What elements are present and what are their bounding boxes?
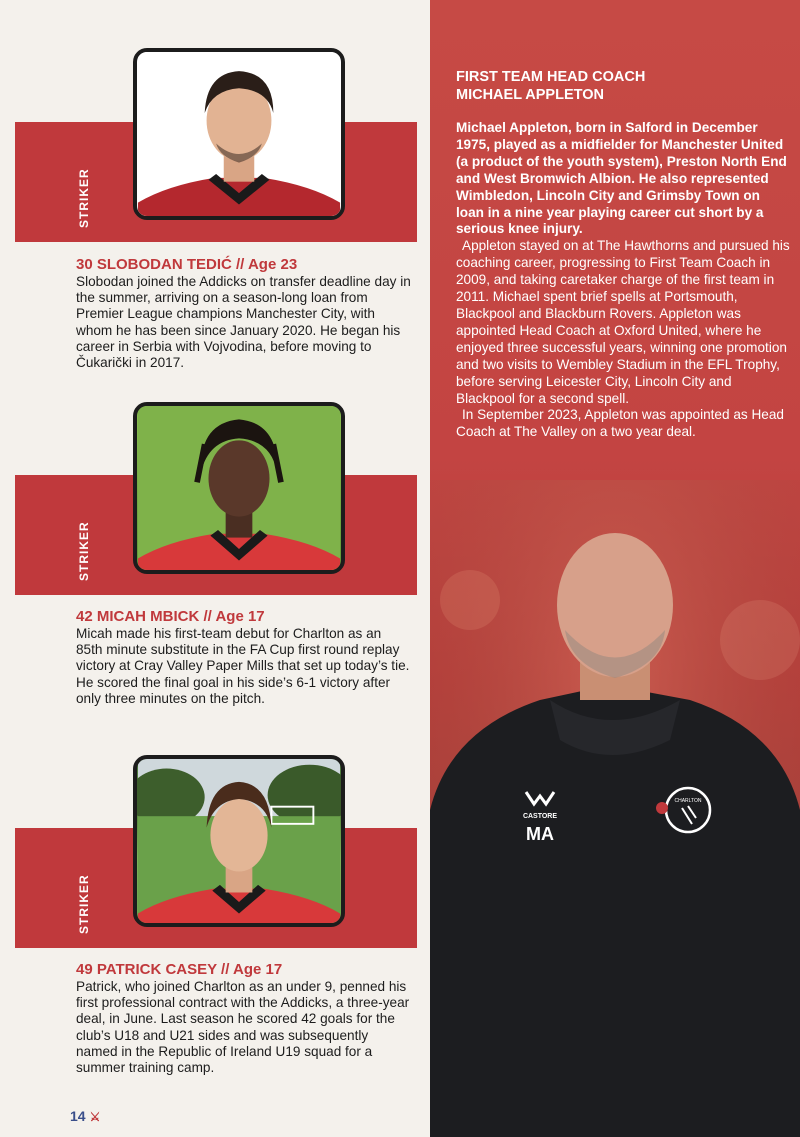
coach-column bbox=[430, 0, 800, 1137]
player-title: 49 PATRICK CASEY // Age 17 bbox=[76, 961, 283, 978]
player-photo-mbick bbox=[133, 402, 345, 574]
player-bio: Slobodan joined the Addicks on transfer deadline day in the summer, arriving on a season-long loan from Premier League champions Manchester City, with whom he has been since January 2020. He began his career in Serbia with Vojvodina, before moving to Čukarički in 2017. bbox=[76, 274, 411, 371]
position-label: STRIKER bbox=[77, 874, 91, 934]
player-photo-casey bbox=[133, 755, 345, 927]
page-number: 14 bbox=[70, 1108, 86, 1124]
position-label: STRIKER bbox=[77, 521, 91, 581]
player-photo-tedic bbox=[133, 48, 345, 220]
club-sword-icon: ⚔ bbox=[89, 1110, 101, 1124]
coach-photo bbox=[430, 480, 800, 1137]
coach-heading-name: MICHAEL APPLETON bbox=[456, 87, 604, 103]
charlton-crest-icon bbox=[666, 788, 710, 832]
player-portrait-icon bbox=[137, 52, 341, 216]
jacket-initials: MA bbox=[526, 824, 554, 844]
crest-text: CHARLTON bbox=[674, 798, 702, 804]
coach-heading-role: FIRST TEAM HEAD COACH bbox=[456, 69, 646, 85]
coach-bio-paragraph: Michael Appleton, born in Salford in December 1975, played as a midfielder for Manchester United (a product of the youth system), Preston North End and West Bromwich Albion. He also represented Wimbledon, Lincoln City and Grimsby Town on loan in a nine year playing career cut short by a serious knee injury. bbox=[456, 120, 787, 237]
coach-bio-paragraph: In September 2023, Appleton was appointed as Head Coach at The Valley on a two year deal. bbox=[456, 407, 784, 440]
position-label: STRIKER bbox=[77, 168, 91, 228]
player-bio: Micah made his first-team debut for Charlton as an 85th minute substitute in the FA Cup first round replay victory at Cray Valley Paper Mills that set up today’s tie. He scored the final goal in his side’s 6-1 victory after only three minutes on the pitch. bbox=[76, 626, 410, 706]
player-title: 30 SLOBODAN TEDIĆ // Age 23 bbox=[76, 256, 298, 273]
jacket-brand: CASTORE bbox=[522, 813, 558, 820]
player-bio: Patrick, who joined Charlton as an under 9, penned his first professional contract with the Addicks, a three-year deal, in June. Last season he scored 42 goals for the club’s U18 and U21 sides and was subsequently named in the Republic of Ireland U19 squad for a summer training camp. bbox=[76, 979, 410, 1076]
player-portrait-icon bbox=[137, 759, 341, 923]
coach-bio bbox=[456, 120, 791, 441]
coach-heading bbox=[456, 68, 786, 104]
player-portrait-icon bbox=[137, 406, 341, 570]
page-footer bbox=[70, 1108, 100, 1124]
coach-bio-paragraph: Appleton stayed on at The Hawthorns and pursued his coaching career, progressing to First Team Coach in 2009, and taking caretaker charge of the first team in 2011. Michael spent brief spells at Portsmouth, Blackpool and Blackburn Rovers. Appleton was appointed Head Coach at Oxford United, where he enjoyed three successful years, winning one promotion and two visits to Wembley Stadium in the EFL Trophy, before serving Leicester City, Lincoln City and Blackpool for a second spell. bbox=[456, 238, 790, 406]
player-title: 42 MICAH MBICK // Age 17 bbox=[76, 608, 265, 625]
